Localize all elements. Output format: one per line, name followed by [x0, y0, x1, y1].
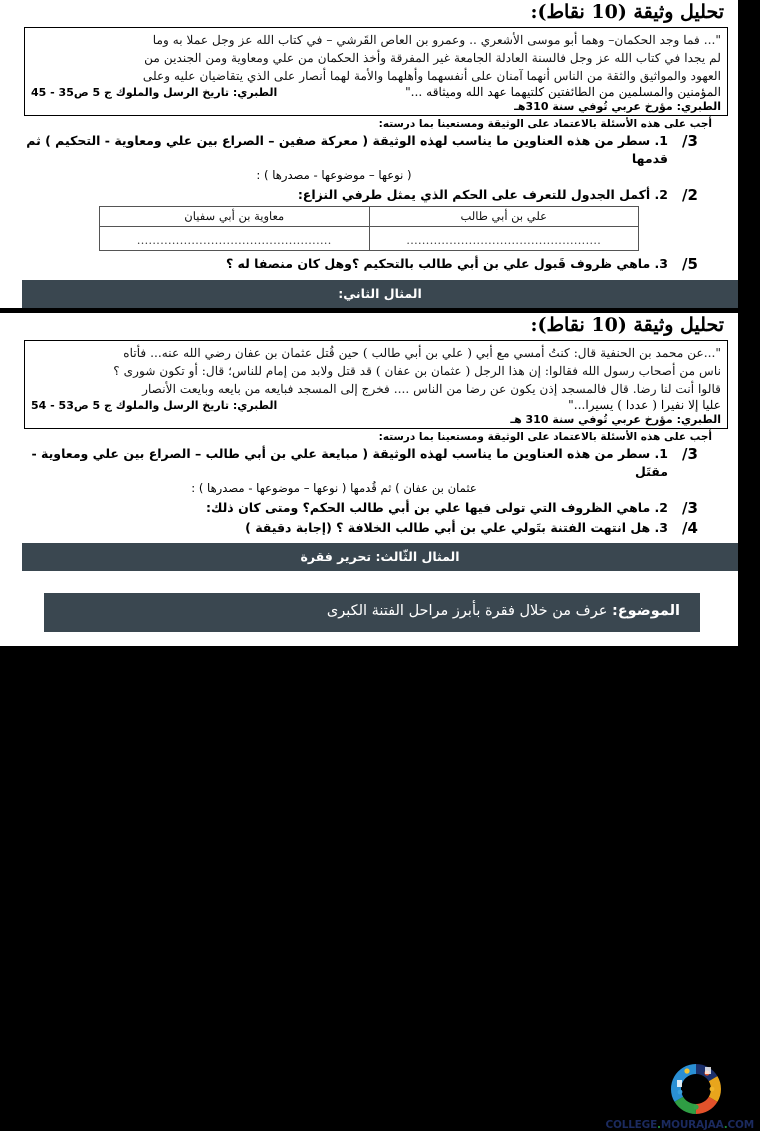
url-part-mourajaa: MOURAJAA: [660, 1119, 724, 1131]
question-body: [0, 132, 672, 184]
exercise-2-document-box: [24, 340, 728, 429]
document-text-line: "...عن محمد بن الحنفية قال: كنتُ أمسي مع أبي ( علي بن أبي طالب ) حين قُتل عثمان بن عفان رضي الله عنه... فأتاه: [123, 345, 721, 360]
question-body: [0, 186, 672, 204]
document-text-line: "... فما وجد الحكمان– وهما أبو موسى الأشعري .. وعمرو بن العاص القَرشي – في كتاب الله عز وجل عملا به وما: [152, 32, 721, 47]
question-mark: /2: [682, 185, 698, 204]
document-last-line-row: [31, 398, 721, 412]
document-text-line: قالوا أنت لنا رضا. قال فالمسجد إذن يكون عن رضا من الناس .... فخرج إلى المسجد فبايعه من بايعه وبايعت الأنصار: [142, 381, 721, 396]
question-row: [0, 254, 738, 274]
question-mark: /3: [682, 131, 698, 150]
college-mourajaa-logo-icon: [665, 1062, 727, 1118]
url-part-college: COLLEGE: [605, 1119, 658, 1131]
exercise-2-title: تحليل وثيقة (10 نقاط):: [530, 313, 724, 336]
url-dot: .: [723, 1119, 728, 1131]
section-bar-third-example: المثال الثّالث: تحرير فقرة: [22, 543, 738, 571]
question-text: ماهي الظروف التي تولى فيها علي بن أبي طالب الحكم؟ ومتى كان ذلك:: [205, 499, 651, 515]
exercise-1-instruction: أجب على هذه الأسئلة بالاعتماد على الوثيقة ومستعينا بما درسته:: [378, 117, 712, 130]
question-body: [0, 519, 672, 537]
document-author-note: الطبري: مؤرخ عربي تُوفي سنة 310هـ: [514, 99, 721, 113]
question-row: [0, 131, 738, 185]
question-number: 3.: [654, 255, 668, 271]
exercise-2: [0, 313, 738, 543]
question-continuation: ( نوعها – موضوعها - مصدرها ) :: [256, 168, 412, 183]
answer-table: [99, 206, 639, 251]
question-mark: /3: [682, 498, 698, 517]
answer-table-wrapper: [0, 205, 738, 254]
document-text-line: ناس من أصحاب رسول الله فقالوا: إن هذا الرجل ( عثمان بن عفان ) قد قتل ولابد من إمام للناس؛ قال: أو تكون شورى ؟: [113, 363, 721, 378]
subject-spacer: [22, 632, 738, 646]
question-number: 2.: [654, 499, 668, 515]
question-number: 2.: [654, 186, 668, 202]
question-text: سطر من هذه العناوين ما يناسب لهذه الوثيقة ( معركة صفين – الصراع بين علي ومعاوية - التحكيم ) ثم قدمها: [26, 132, 668, 166]
question-row: [0, 444, 738, 498]
question-text: سطر من هذه العناوين ما يناسب لهذه الوثيقة ( مبايعة علي بن أبي طالب – الصراع بين علي ومعاوية - مقتَل: [31, 445, 668, 479]
document-text-line: لم يجدا في كتاب الله عز وجل فالسنة العادلة الجامعة غير المفرقة وأخذ الحكمان من علي ومعاوية ومن الجندين من: [144, 50, 721, 65]
document-reference: الطبري: تاريخ الرسل والملوك ج 5 ص35 - 45: [31, 85, 278, 99]
subject-area: [22, 571, 738, 646]
question-text: هل انتهت الفتنة بتَولي علي بن أبي طالب الخلافة ؟ (إجابة دقيقة ): [245, 519, 651, 535]
exercise-1: [0, 0, 738, 280]
question-row: [0, 185, 738, 205]
question-number: 3.: [654, 519, 668, 535]
question-mark: /4: [682, 518, 698, 537]
section-bar-second-example: المثال الثاني:: [22, 280, 738, 308]
question-body: [0, 445, 672, 497]
question-row: [0, 498, 738, 518]
document-author-note: الطبري: مؤرخ عربي تُوفي سنة 310 هـ: [510, 412, 721, 426]
url-part-com: COM: [727, 1119, 754, 1131]
document-text-line: عليا إلا نفيرا ( عددا ) يسيرا...": [568, 397, 721, 412]
question-body: [0, 499, 672, 517]
table-answer-cell[interactable]: ..................................................: [100, 226, 370, 250]
exercise-1-title: تحليل وثيقة (10 نقاط):: [530, 1, 724, 23]
table-header-cell: معاوية بن أبي سفيان: [100, 206, 370, 226]
question-continuation: عثمان بن عفان ) ثم قُدمها ( نوعها – موضوعها - مصدرها ) :: [191, 481, 477, 496]
exercise-2-instruction: أجب على هذه الأسئلة بالاعتماد على الوثيقة ومستعينا بما درسته:: [378, 430, 712, 443]
question-body: [0, 255, 672, 273]
question-text: ماهي ظروف قَبول علي بن أبي طالب بالتحكيم ؟وهل كان منصفا له ؟: [225, 255, 651, 271]
question-mark: /5: [682, 254, 698, 273]
exercise-1-document-box: [24, 27, 728, 116]
table-header-row: [100, 206, 639, 226]
document-reference: الطبري: تاريخ الرسل والملوك ج 5 ص53 - 54: [31, 398, 278, 412]
table-answer-cell[interactable]: ..................................................: [369, 226, 639, 250]
question-number: 1.: [654, 445, 668, 461]
question-row: [0, 518, 738, 538]
subject-banner: [44, 593, 700, 632]
question-text: أكمل الجدول للتعرف على الحكم الذي يمثل طرفي النزاع:: [297, 186, 651, 202]
table-answer-row[interactable]: [100, 226, 639, 250]
document-last-line-row: [31, 85, 721, 99]
question-number: 1.: [654, 132, 668, 148]
question-mark: /3: [682, 444, 698, 463]
document-text-line: العهود والمواثيق والثقة من الناس أنهما آمنان على أنفسهما وأهلهما والأمة لهما أنصار على الذي يتقاضيان عليه وعلى: [142, 68, 721, 83]
subject-label: الموضوع:: [611, 602, 680, 619]
url-dot: .: [657, 1119, 661, 1131]
document-text-line: المؤمنين والمسلمين من الطائفتين كلتيهما عهد الله وميثاقه ...": [405, 84, 721, 99]
table-header-cell: علي بن أبي طالب: [369, 206, 639, 226]
subject-text: عرف من خلال فقرة بأبرز مراحل الفتنة الكبرى: [326, 602, 612, 619]
